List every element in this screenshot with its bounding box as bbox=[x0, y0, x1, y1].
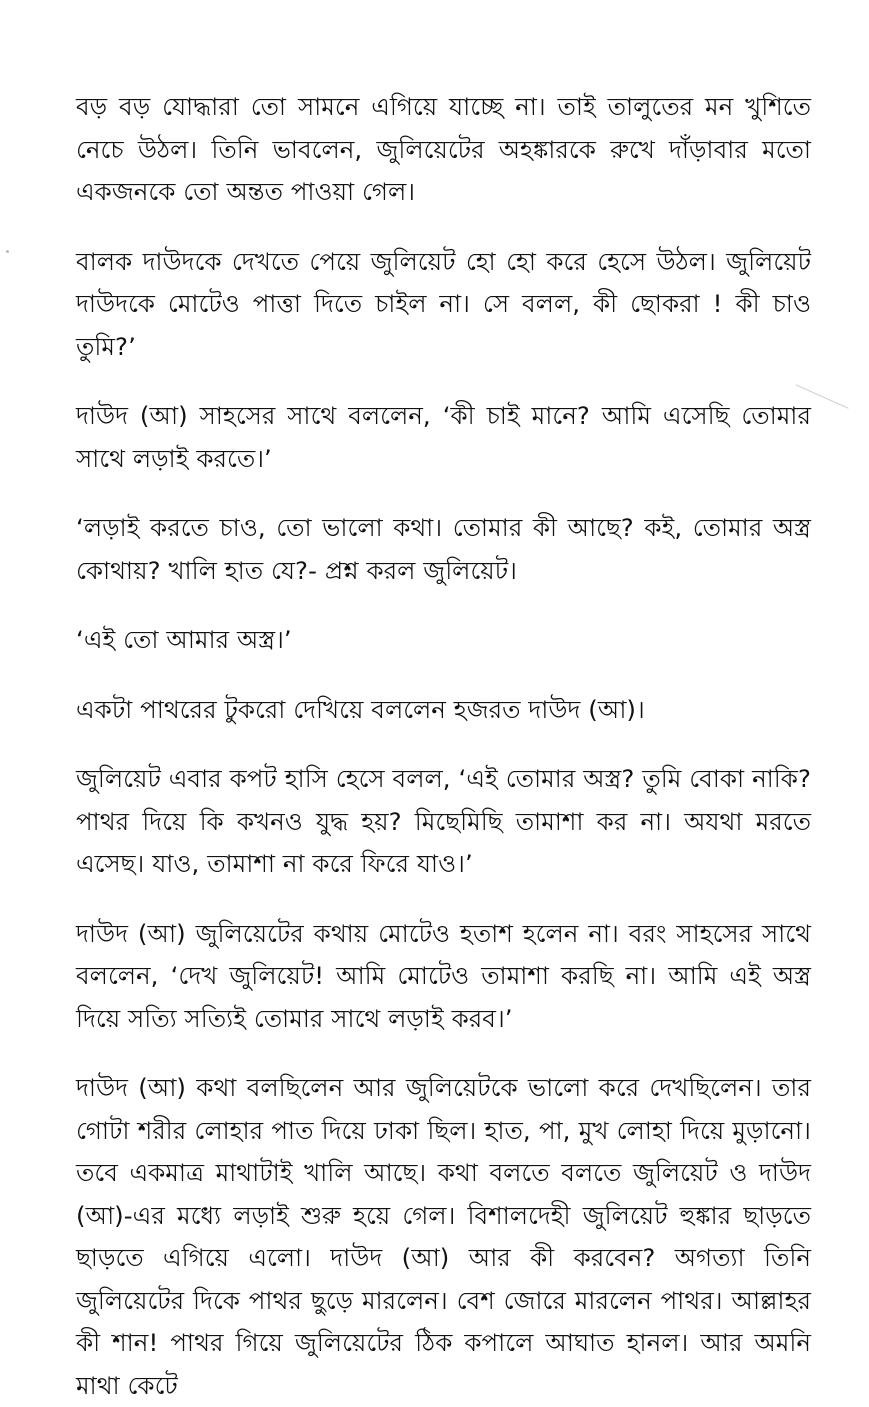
paragraph-2: বালক দাউদকে দেখতে পেয়ে জুলিয়েট হো হো করে হেসে উঠল। জুলিয়েট দাউদকে মোটেও পাত্তা দিতে চাইল না। সে বলল, কী ছোকরা ! কী চাও তুমি?’ bbox=[76, 246, 811, 361]
paragraph-5: ‘এই তো আমার অস্ত্র।’ bbox=[76, 625, 292, 654]
paragraph-3: দাউদ (আ) সাহসের সাথে বললেন, ‘কী চাই মানে? আমি এসেছি তোমার সাথে লড়াই করতে।’ bbox=[76, 401, 811, 473]
paragraph-6: একটা পাথরের টুকরো দেখিয়ে বললেন হজরত দাউদ (আ)। bbox=[76, 694, 645, 724]
paragraph-8: দাউদ (আ) জুলিয়েটের কথায় মোটেও হতাশ হলেন না। বরং সাহসের সাথে বললেন, ‘দেখ জুলিয়েট! আমি মোটেও তামাশা করছি না। আমি এই অস্ত্র দিয়ে সত্যি সত্যিই তোমার সাথে লড়াই করব।’ bbox=[76, 918, 811, 1033]
paragraph-9: দাউদ (আ) কথা বলছিলেন আর জুলিয়েটকে ভালো করে দেখছিলেন। তার গোটা শরীর লোহার পাত দিয়ে ঢাকা ছিল। হাত, পা, মুখ লোহা দিয়ে মুড়ানো। তবে একমাত্র মাথাটাই খালি আছে। কথা বলতে বলতে জুলিয়েট ও দাউদ (আ)-এর মধ্যে লড়াই শুরু হয়ে গেল। বিশালদেহী জুলিয়েট হুঙ্কার ছাড়তে ছাড়তে এগিয়ে এলো। দাউদ (আ) আর কী করবেন? অগত্যা তিনি জুলিয়েটের দিকে পাথর ছুড়ে মারলেন। বেশ জোরে মারলেন পাথর। আল্লাহর কী শান! পাথর গিয়ে জুলিয়েটের ঠিক কপালে আঘাত হানল। আর অমনি মাথা কেটে bbox=[76, 1073, 811, 1400]
paragraph-4: ‘লড়াই করতে চাও, তো ভালো কথা। তোমার কী আছে? কই, তোমার অস্ত্র কোথায়? খালি হাত যে?- প্রশ্ন করল জুলিয়েট। bbox=[76, 513, 811, 585]
paragraph-1: বড় বড় যোদ্ধারা তো সামনে এগিয়ে যাচ্ছে না। তাই তালুতের মন খুশিতে নেচে উঠল। তিনি ভাবলেন, জুলিয়েটের অহঙ্কারকে রুখে দাঁড়াবার মতো একজনকে তো অন্তত পাওয়া গেল। bbox=[76, 92, 811, 206]
paragraph-7: জুলিয়েট এবার কপট হাসি হেসে বলল, ‘এই তোমার অস্ত্র? তুমি বোকা নাকি? পাথর দিয়ে কি কখনও যুদ্ধ হয়? মিছেমিছি তামাশা কর না। অযথা মরতে এসেছ। যাও, তামাশা না করে ফিরে যাও।’ bbox=[76, 764, 811, 878]
